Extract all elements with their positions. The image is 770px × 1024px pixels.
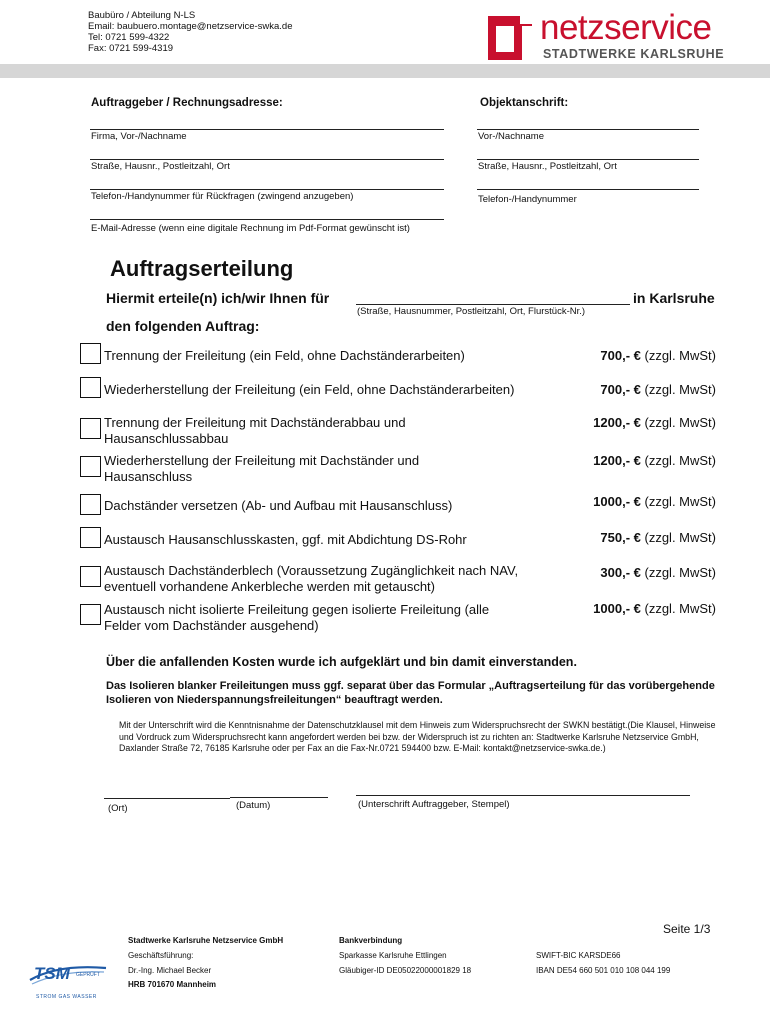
item-checkbox-8[interactable]	[80, 604, 101, 625]
item-price-value: 1200,- €	[593, 453, 641, 468]
item-text-5: Dachständer versetzen (Ab- und Aufbau mit Hausanschluss)	[104, 498, 453, 513]
item-text-2: Wiederherstellung der Freileitung (ein Feld, ohne Dachständerarbeiten)	[104, 382, 515, 397]
item-price-7	[600, 565, 716, 581]
client-name-line[interactable]	[90, 129, 444, 130]
object-street-label: Straße, Hausnr., Postleitzahl, Ort	[478, 161, 617, 172]
agreement-text: Über die anfallenden Kosten wurde ich aufgeklärt und bin damit einverstanden.	[106, 655, 577, 669]
item-checkbox-3[interactable]	[80, 418, 101, 439]
item-price-value: 300,- €	[600, 565, 641, 580]
order-intro: Hiermit erteile(n) ich/wir Ihnen für	[106, 290, 330, 306]
tsm-logo	[28, 962, 108, 1004]
footer-company: Stadtwerke Karlsruhe Netzservice GmbH	[128, 936, 284, 945]
item-text-7: Austausch Dachständerblech (Voraussetzung Zugänglichkeit nach NAV, eventuell vorhandene Ankerbleche werden mit getauscht)	[104, 563, 519, 594]
item-tax-note: (zzgl. MwSt)	[644, 530, 716, 545]
footer-register: HRB 701670 Mannheim	[128, 980, 217, 989]
item-price-8	[593, 601, 716, 617]
item-price-1	[600, 348, 716, 364]
client-street-line[interactable]	[90, 159, 444, 160]
item-checkbox-2[interactable]	[80, 377, 101, 398]
contact-line-4: Fax: 0721 599-4319	[88, 43, 174, 54]
signature-line[interactable]	[356, 795, 690, 796]
date-line[interactable]	[230, 797, 328, 798]
location-hint: (Straße, Hausnummer, Postleitzahl, Ort, Flurstück-Nr.)	[357, 306, 586, 317]
item-price-value: 750,- €	[600, 530, 641, 545]
item-checkbox-1[interactable]	[80, 343, 101, 364]
item-price-value: 1000,- €	[593, 494, 641, 509]
logo-text: netzservice	[540, 8, 712, 47]
item-checkbox-7[interactable]	[80, 566, 101, 587]
netzservice-logo	[488, 8, 748, 64]
object-phone-line[interactable]	[477, 189, 699, 190]
client-email-line[interactable]	[90, 219, 444, 220]
item-checkbox-5[interactable]	[80, 494, 101, 515]
tsm-logo-sub: GEPRÜFT	[76, 972, 100, 978]
item-text-1: Trennung der Freileitung (ein Feld, ohne Dachständerarbeiten)	[104, 348, 465, 363]
place-line[interactable]	[104, 798, 230, 799]
footer-bic: SWIFT-BIC KARSDE66	[536, 951, 621, 960]
item-text-8: Austausch nicht isolierte Freileitung gegen isolierte Freileitung (alle Felder vom Dachständer ausgehend)	[104, 602, 490, 633]
footer-management-label: Geschäftsführung:	[128, 951, 194, 960]
item-checkbox-6[interactable]	[80, 527, 101, 548]
item-tax-note: (zzgl. MwSt)	[644, 453, 716, 468]
item-tax-note: (zzgl. MwSt)	[644, 382, 716, 397]
footer-bank-heading: Bankverbindung	[339, 936, 403, 945]
contact-line-3: Tel: 0721 599-4322	[88, 32, 170, 43]
object-phone-label: Telefon-/Handynummer	[478, 194, 577, 205]
client-street-label: Straße, Hausnr., Postleitzahl, Ort	[91, 161, 230, 172]
footer-manager: Dr.-Ing. Michael Becker	[128, 966, 212, 975]
item-text-6: Austausch Hausanschlusskasten, ggf. mit Abdichtung DS-Rohr	[104, 532, 467, 547]
privacy-text: Mit der Unterschrift wird die Kenntnisnahme der Datenschutzklausel mit dem Hinweis zum Widerspruchsrecht der SWKN bestätigt.(Die Klausel, Hinweise und Vordruck zum Widerspruchsrecht kann angefordert werden bei bzw. der Widerspruch ist zu richten an: Stadtwerke Karlsruhe Netzservice GmbH, Daxlander Straße 72, 76185 Karlsruhe oder per Fax an die Fax-Nr.0721 594400 bzw. E-Mail: kontakt@netzservice-swka.de.)	[119, 720, 716, 753]
item-tax-note: (zzgl. MwSt)	[644, 348, 716, 363]
item-price-4	[593, 453, 716, 469]
footer-iban: IBAN DE54 660 501 010 108 044 199	[536, 966, 671, 975]
item-price-value: 700,- €	[600, 348, 641, 363]
client-phone-label: Telefon-/Handynummer für Rückfragen (zwingend anzugeben)	[91, 191, 354, 202]
logo-subtext: STADTWERKE KARLSRUHE	[543, 47, 725, 61]
item-tax-note: (zzgl. MwSt)	[644, 601, 716, 616]
place-label: (Ort)	[108, 803, 128, 814]
item-checkbox-4[interactable]	[80, 456, 101, 477]
item-price-value: 1000,- €	[593, 601, 641, 616]
contact-line-2: Email: baubuero.montage@netzservice-swka.de	[88, 21, 293, 32]
signature-label: (Unterschrift Auftraggeber, Stempel)	[358, 799, 510, 810]
object-heading: Objektanschrift:	[480, 97, 569, 109]
item-tax-note: (zzgl. MwSt)	[644, 415, 716, 430]
page-title: Auftragserteilung	[110, 256, 294, 281]
item-price-6	[600, 530, 716, 546]
client-name-label: Firma, Vor-/Nachname	[91, 131, 187, 142]
item-text-4: Wiederherstellung der Freileitung mit Dachständer und Hausanschluss	[104, 453, 420, 484]
object-name-label: Vor-/Nachname	[478, 131, 545, 142]
object-street-line[interactable]	[477, 159, 699, 160]
client-email-label: E-Mail-Adresse (wenn eine digitale Rechnung im Pdf-Format gewünscht ist)	[91, 223, 410, 234]
item-price-5	[593, 494, 716, 510]
contact-line-1: Baubüro / Abteilung N-LS	[88, 10, 196, 21]
page-number: Seite 1/3	[663, 922, 711, 936]
footer-bank-name: Sparkasse Karlsruhe Ettlingen	[339, 951, 447, 960]
item-tax-note: (zzgl. MwSt)	[644, 565, 716, 580]
tsm-caption: STROM GAS WASSER	[36, 994, 97, 1000]
item-price-2	[600, 382, 716, 398]
tsm-logo-text: TSM	[34, 964, 70, 983]
insulation-notice: Das Isolieren blanker Freileitungen muss ggf. separat über das Formular „Auftragserteilung für das vorübergehende Isolieren von Niederspannungsfreileitungen“ beauftragt werden.	[106, 680, 715, 706]
item-tax-note: (zzgl. MwSt)	[644, 494, 716, 509]
object-name-line[interactable]	[477, 129, 699, 130]
order-subheading: den folgenden Auftrag:	[106, 318, 260, 334]
item-price-value: 1200,- €	[593, 415, 641, 430]
item-price-3	[593, 415, 716, 431]
footer-creditor-id: Gläubiger-ID DE05022000001829 18	[339, 966, 472, 975]
client-phone-line[interactable]	[90, 189, 444, 190]
client-heading: Auftraggeber / Rechnungsadresse:	[91, 97, 283, 109]
date-label: (Datum)	[236, 800, 271, 811]
item-text-3: Trennung der Freileitung mit Dachständerabbau und Hausanschlussabbau	[104, 415, 406, 446]
location-line[interactable]	[356, 304, 630, 305]
item-price-value: 700,- €	[600, 382, 641, 397]
location-suffix: in Karlsruhe	[633, 290, 715, 306]
logo-mark-icon	[488, 16, 532, 60]
